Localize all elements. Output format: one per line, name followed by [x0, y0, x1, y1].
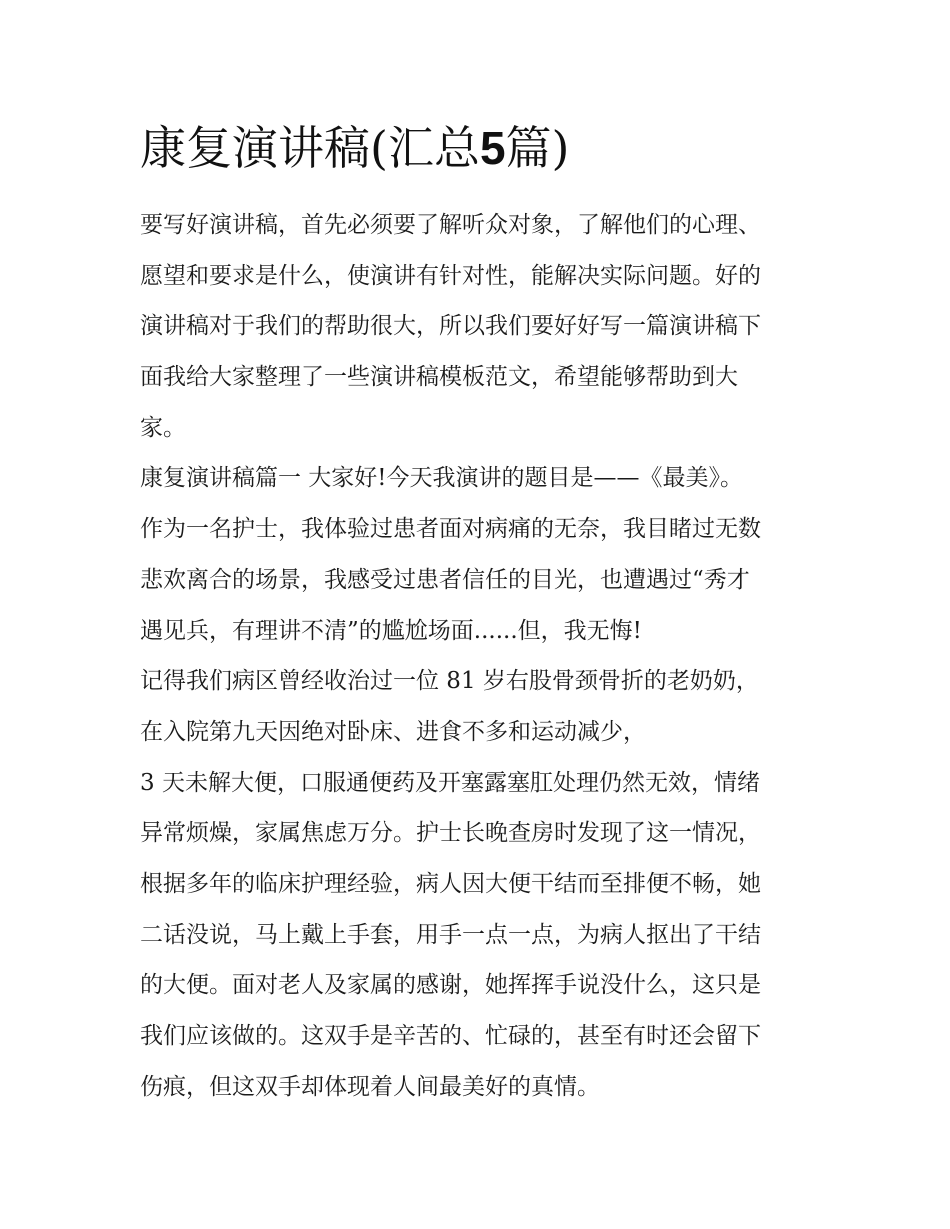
text-line: 的大便。面对老人及家属的感谢，她挥挥手说没什么，这只是 — [140, 972, 761, 999]
text-line: 家。 — [140, 414, 186, 441]
text-line: 异常烦燥，家属焦虑万分。护士长晚查房时发现了这一情况， — [140, 820, 761, 847]
text-line: 要写好演讲稿，首先必须要了解听众对象，了解他们的心理、 — [140, 212, 761, 238]
text-line: 康复演讲稿篇一 大家好!今天我演讲的题目是——《最美》。 — [140, 465, 744, 492]
text-line: 面我给大家整理了一些演讲稿模板范文，希望能够帮助到大 — [140, 364, 738, 391]
text-line: 根据多年的临床护理经验，病人因大便干结而至排便不畅，她 — [140, 870, 761, 897]
text-line: 演讲稿对于我们的帮助很大，所以我们要好好写一篇演讲稿下 — [140, 313, 761, 340]
title-prefix: 康复演讲稿(汇总 — [140, 121, 480, 175]
text-line: 在入院第九天因绝对卧床、进食不多和运动减少， — [140, 718, 646, 745]
text-line: 我们应该做的。这双手是辛苦的、忙碌的，甚至有时还会留下 — [140, 1023, 761, 1049]
title-suffix: 篇) — [505, 121, 570, 175]
title-number: 5 — [479, 122, 506, 174]
text-line: 悲欢离合的场景，我感受过患者信任的目光，也遭遇过“秀才 — [140, 566, 750, 593]
text-line: 愿望和要求是什么，使演讲有针对性，能解决实际问题。好的 — [140, 262, 761, 289]
text-line: 作为一名护士，我体验过患者面对病痛的无奈，我目睹过无数 — [140, 516, 761, 543]
text-line: 3 天未解大便，口服通便药及开塞露塞肛处理仍然无效，情绪 — [140, 769, 760, 796]
page-title — [140, 118, 840, 178]
text-line: 二话没说，马上戴上手套，用手一点一点，为病人抠出了干结 — [140, 921, 761, 948]
text-line: 伤痕，但这双手却体现着人间最美好的真情。 — [140, 1073, 600, 1100]
text-line: 遇见兵，有理讲不清”的尴尬场面......但，我无悔! — [140, 617, 642, 644]
text-line: 记得我们病区曾经收治过一位 81 岁右股骨颈骨折的老奶奶， — [140, 668, 759, 695]
body-text — [140, 200, 820, 1112]
